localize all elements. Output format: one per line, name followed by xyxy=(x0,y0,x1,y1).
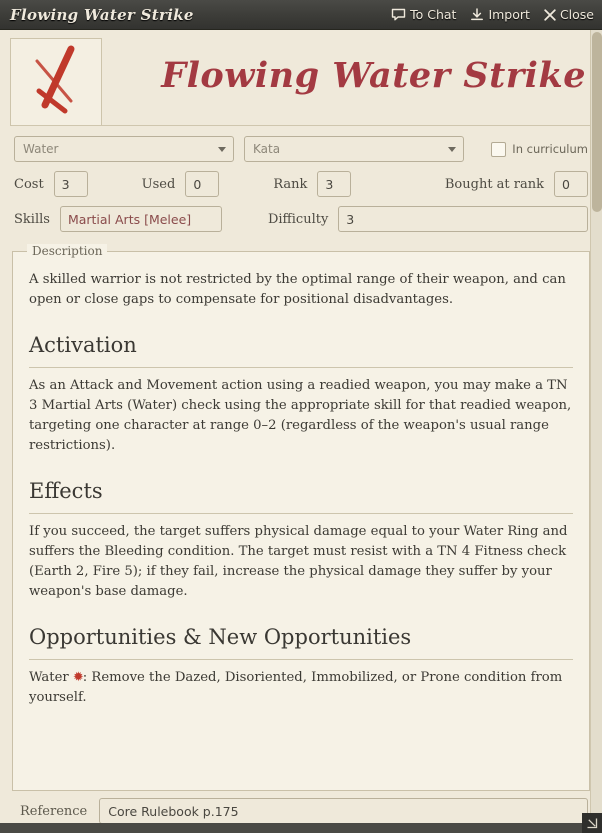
power-properties-form xyxy=(0,126,602,249)
to-chat-button[interactable] xyxy=(391,7,456,22)
in-curriculum-label: In curriculum xyxy=(512,142,588,156)
power-type-select[interactable] xyxy=(244,136,464,162)
power-icon-box[interactable] xyxy=(10,38,102,126)
opportunity-text: : Remove the Dazed, Disoriented, Immobilized, or Prone condition from yourself. xyxy=(29,670,563,706)
window-scrollbar[interactable] xyxy=(590,30,602,833)
to-chat-label: To Chat xyxy=(410,7,457,22)
skills-input[interactable] xyxy=(60,206,222,232)
activation-text: As an Attack and Movement action using a readied weapon, you may make a TN 3 Martial Arts (Water) check using the appropriate skill for that readied weapon, targeting one character at range 0–2 (regardless of the weapon's usual range restrictions). xyxy=(29,378,572,454)
in-curriculum-group[interactable] xyxy=(491,142,588,157)
rank-label: Rank xyxy=(273,176,308,192)
opportunity-ring-label: Water xyxy=(29,670,69,686)
bought-at-rank-input[interactable] xyxy=(554,171,588,197)
import-button[interactable] xyxy=(470,7,530,22)
difficulty-input[interactable] xyxy=(338,206,588,232)
download-icon xyxy=(470,8,484,21)
cost-input[interactable] xyxy=(54,171,88,197)
chat-bubble-icon xyxy=(391,8,406,21)
form-row-cost xyxy=(14,171,588,197)
difficulty-label: Difficulty xyxy=(267,211,329,227)
resize-handle[interactable] xyxy=(582,813,602,833)
opportunity-line xyxy=(29,668,573,708)
window-titlebar xyxy=(0,0,602,30)
cost-label: Cost xyxy=(14,176,44,192)
ring-select-wrapper[interactable] xyxy=(14,136,234,162)
form-row-type xyxy=(14,136,588,162)
window-bottom-strip xyxy=(0,823,602,833)
ring-select[interactable] xyxy=(14,136,234,162)
effects-heading: Effects xyxy=(29,476,573,514)
power-type-select-wrapper[interactable] xyxy=(244,136,464,162)
resize-arrow-icon xyxy=(586,817,598,829)
in-curriculum-checkbox[interactable] xyxy=(491,142,506,157)
opportunities-heading: Opportunities & New Opportunities xyxy=(29,622,573,660)
activation-heading: Activation xyxy=(29,330,573,368)
description-intro: A skilled warrior is not restricted by the optimal range of their weapon, and can open or close gaps to compensate for positional disadvantages. xyxy=(29,272,566,308)
form-row-skills xyxy=(14,206,588,232)
titlebar-actions xyxy=(391,7,594,22)
bought-at-rank-label: Bought at rank xyxy=(444,176,544,192)
close-icon xyxy=(544,9,556,21)
scrollbar-thumb[interactable] xyxy=(592,32,602,212)
rank-input[interactable] xyxy=(317,171,351,197)
description-panel xyxy=(12,244,590,791)
red-sword-icon xyxy=(25,43,87,121)
import-label: Import xyxy=(488,7,530,22)
close-button[interactable] xyxy=(544,7,594,22)
window-title: Flowing Water Strike xyxy=(10,5,194,24)
reference-input[interactable] xyxy=(99,798,588,824)
reference-label: Reference xyxy=(20,803,88,819)
description-content[interactable] xyxy=(13,252,589,790)
skills-label: Skills xyxy=(14,211,50,227)
description-legend: Description xyxy=(27,244,107,258)
water-ring-symbol-icon: ✹ xyxy=(72,670,83,686)
close-label: Close xyxy=(559,7,594,22)
effects-text: If you succeed, the target suffers physical damage equal to your Water Ring and suffers the Bleeding condition. The target must resist with a TN 4 Fitness check (Earth 2, Fire 5); if they fail, increase the physical damage they suffer by your weapon's base damage. xyxy=(29,524,568,600)
power-header xyxy=(0,30,602,126)
page-title: Flowing Water Strike xyxy=(161,54,586,96)
used-label: Used xyxy=(141,176,176,192)
used-input[interactable] xyxy=(185,171,219,197)
